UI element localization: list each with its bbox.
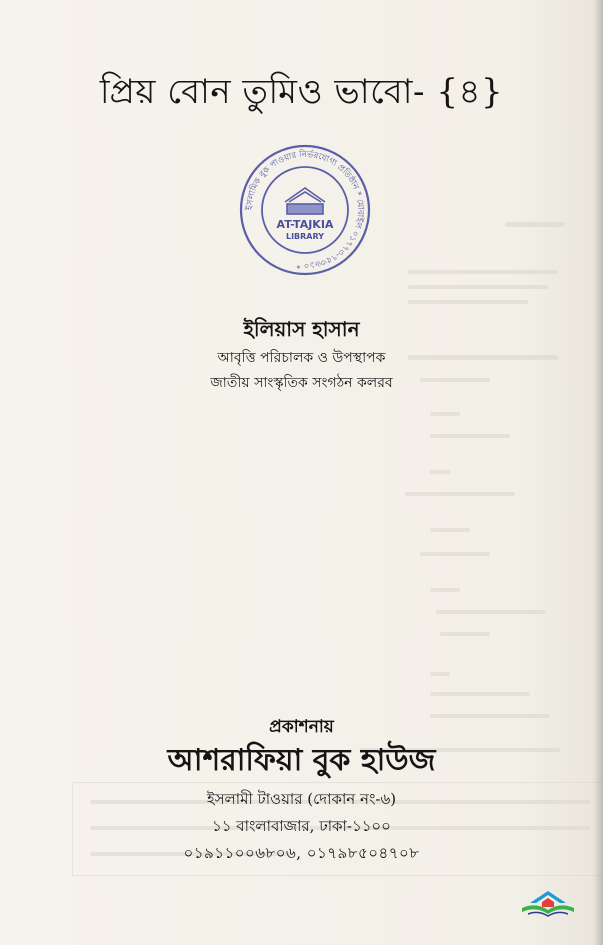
- library-stamp: [237, 142, 373, 278]
- stamp-book-icon: [285, 188, 325, 214]
- book-title: প্রিয় বোন তুমিও ভাবো- {৪}: [99, 72, 504, 112]
- publisher-name: আশরাফিয়া বুক হাউজ: [167, 743, 436, 778]
- stamp-ring-text: ইসলামিক বুক পাওয়ার নির্ভরযোগ্য প্রতিষ্ঠান * মোবাইল ০১৭৭৩-৭৫৩৬১০ *: [244, 149, 366, 271]
- stamp-name-line1: AT-TAJKIA: [276, 218, 334, 231]
- author-role: আবৃত্তি পরিচালক ও উপস্থাপক: [217, 350, 386, 366]
- publisher-address-line2: ১১ বাংলাবাজার, ঢাকা-১১০০: [212, 817, 391, 835]
- stamp-name-line2: LIBRARY: [285, 232, 325, 241]
- author-organization: জাতীয় সাংস্কৃতিক সংগঠন কলরব: [210, 375, 393, 391]
- publisher-label: প্রকাশনায়: [269, 717, 334, 737]
- publisher-address-line1: ইসলামী টাওয়ার (দোকান নং-৬): [206, 790, 397, 808]
- author-name: ইলিয়াস হাসান: [243, 317, 360, 341]
- publisher-logo-icon: [518, 888, 578, 918]
- publisher-phones: ০১৯১১০০৬৮০৬, ০১৭৯৮৫০৪৭০৮: [183, 844, 420, 862]
